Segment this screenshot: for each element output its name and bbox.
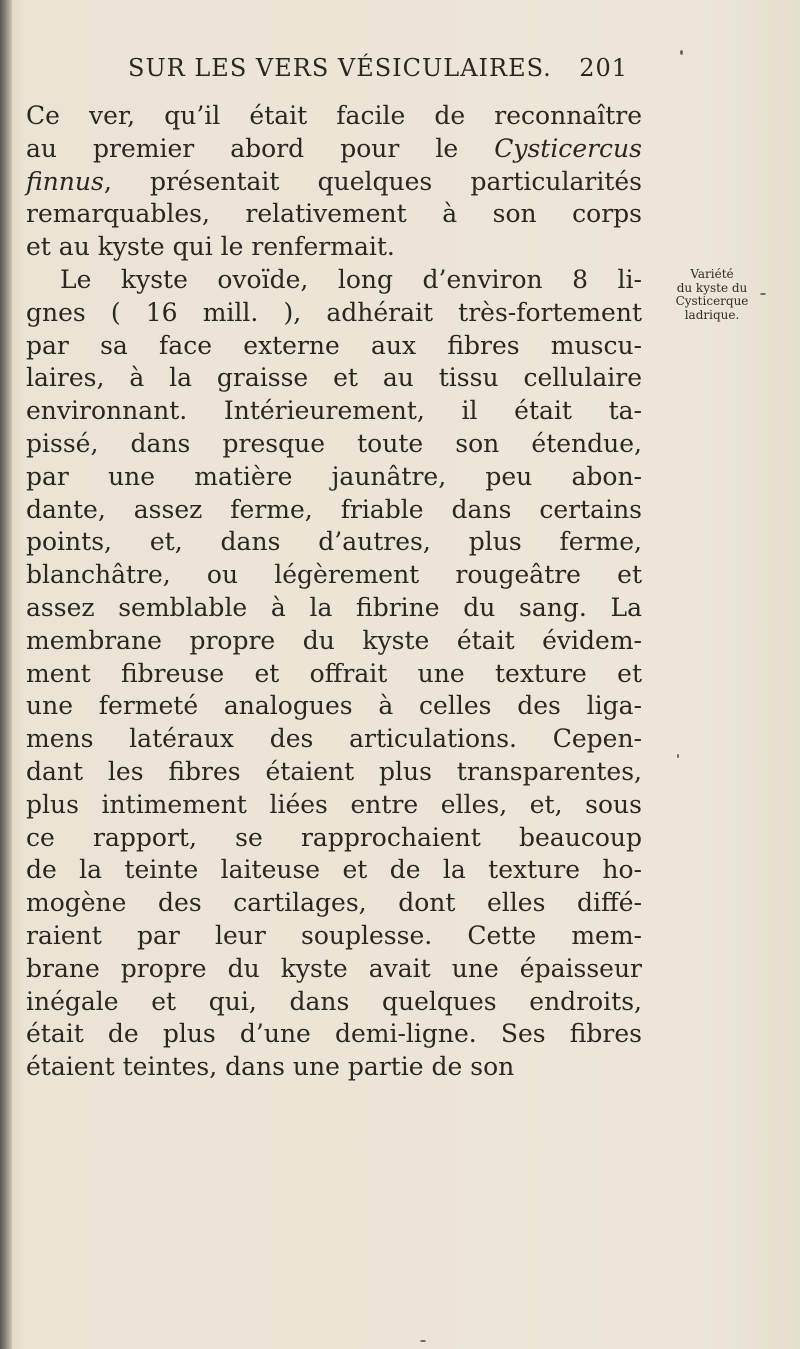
margin-note bbox=[652, 268, 772, 322]
text-line: dante, assez ferme, friable dans certains bbox=[26, 494, 642, 524]
text-line: inégale et qui, dans quelques endroits, bbox=[26, 986, 642, 1016]
text-line: remarquables, relativement à son corps bbox=[26, 199, 642, 229]
text-line: membrane propre du kyste était évidem- bbox=[26, 625, 642, 655]
text-line: environnant. Intérieurement, il était ta- bbox=[26, 396, 642, 426]
body-text bbox=[26, 100, 642, 1084]
text-line: mogène des cartilages, dont elles diffé- bbox=[26, 888, 642, 918]
text-line: une fermeté analogues à celles des liga- bbox=[26, 691, 642, 721]
text-line: au premier abord pour le Cysticercus bbox=[26, 133, 642, 163]
text-line: Le kyste ovoïde, long d’environ 8 li- bbox=[60, 264, 642, 294]
text-line: pissé, dans presque toute son étendue, bbox=[26, 428, 642, 458]
text-line: et au kyste qui le renfermait. bbox=[26, 232, 395, 262]
book-binding-edge bbox=[0, 0, 12, 1349]
text-line: points, et, dans d’autres, plus ferme, bbox=[26, 527, 642, 557]
text-line: assez semblable à la fibrine du sang. La bbox=[26, 592, 642, 622]
italic-term: finnus bbox=[26, 166, 104, 196]
margin-note-line: du kyste du bbox=[676, 280, 748, 295]
text-line: laires, à la graisse et au tissu cellulaire bbox=[26, 363, 642, 393]
text-line: étaient teintes, dans une partie de son bbox=[26, 1052, 515, 1082]
text-line: brane propre du kyste avait une épaisseur bbox=[26, 953, 642, 983]
paper-speck bbox=[420, 1340, 426, 1342]
margin-note-line: ladrique. bbox=[684, 307, 740, 322]
text-line: plus intimement liées entre elles, et, sous bbox=[26, 789, 642, 819]
paper-speck bbox=[760, 293, 766, 295]
text-line: par sa face externe aux fibres muscu- bbox=[26, 330, 642, 360]
text-line: par une matière jaunâtre, peu abon- bbox=[26, 461, 642, 491]
text-line: Ce ver, qu’il était facile de reconnaître bbox=[26, 101, 642, 130]
text-line: ment fibreuse et offrait une texture et bbox=[26, 658, 642, 688]
running-header bbox=[128, 54, 628, 82]
text-line: raient par leur souplesse. Cette mem- bbox=[26, 920, 642, 950]
text-line: était de plus d’une demi-ligne. Ses fibres bbox=[26, 1019, 642, 1049]
text-line: mens latéraux des articulations. Cepen- bbox=[26, 724, 642, 754]
text-line: dant les fibres étaient plus transparentes, bbox=[26, 756, 642, 786]
text-line: de la teinte laiteuse et de la texture ho- bbox=[26, 855, 642, 885]
paper-speck bbox=[680, 50, 683, 55]
italic-term: Cysticercus bbox=[494, 133, 642, 163]
page-number: 201 bbox=[579, 54, 628, 82]
text-line: finnus, présentait quelques particularités bbox=[26, 166, 642, 196]
text-line: ce rapport, se rapprochaient beaucoup bbox=[26, 822, 642, 852]
margin-note-line: Variété bbox=[690, 267, 734, 281]
text-line: gnes ( 16 mill. ), adhérait très-fortement bbox=[26, 297, 642, 327]
margin-note-line: Cysticerque bbox=[675, 294, 749, 308]
text-line: blanchâtre, ou légèrement rougeâtre et bbox=[26, 560, 642, 590]
paper-speck bbox=[677, 754, 679, 758]
running-title: SUR LES VERS VÉSICULAIRES. bbox=[128, 54, 552, 82]
